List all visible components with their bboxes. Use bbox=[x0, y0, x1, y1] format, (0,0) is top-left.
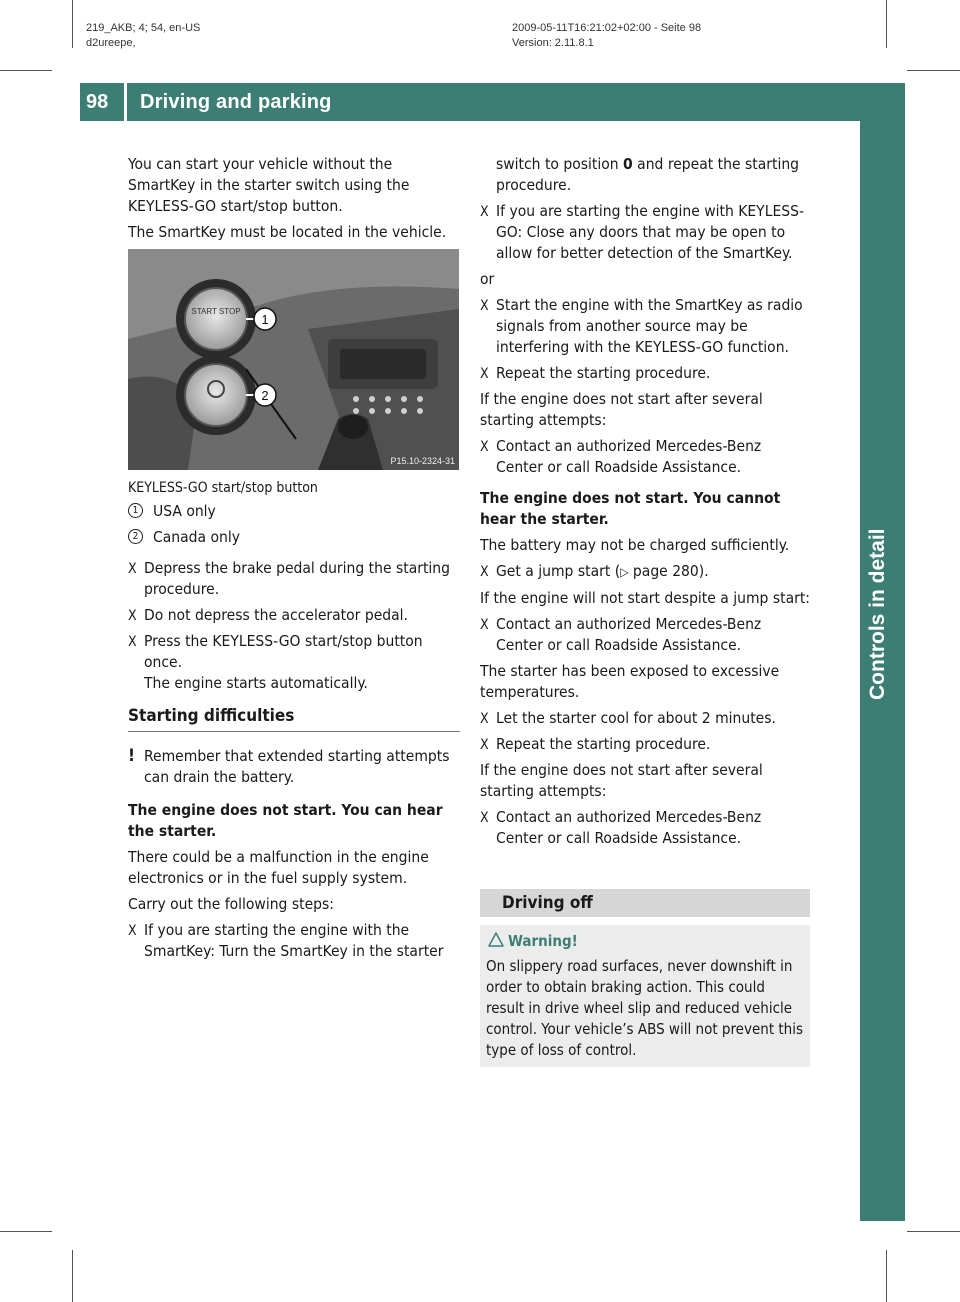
warning-box bbox=[480, 925, 810, 1067]
step-item: X Do not depress the accelerator pedal. bbox=[128, 605, 460, 626]
step-arrow-icon: X bbox=[480, 298, 489, 314]
page-reference-arrow-icon: ▷ bbox=[620, 565, 629, 579]
step-arrow-icon: X bbox=[480, 617, 489, 633]
step-item: X Contact an authorized Mercedes-Benz Center or call Roadside Assistance. bbox=[480, 615, 762, 654]
body-text: If the engine does not start after several starting attempts: bbox=[480, 761, 763, 800]
crop-mark bbox=[0, 1231, 52, 1232]
step-arrow-icon: X bbox=[128, 923, 137, 939]
side-tab-label: Controls in detail bbox=[866, 528, 889, 700]
crop-mark bbox=[886, 0, 887, 48]
legend-item: 1 USA only bbox=[128, 501, 460, 522]
step-item: X Repeat the starting procedure. bbox=[480, 363, 812, 384]
section-heading-driving-off: Driving off bbox=[480, 889, 810, 917]
body-text: There could be a malfunction in the engine electronics or in the fuel supply system. bbox=[128, 848, 429, 887]
intro-text: The SmartKey must be located in the vehicle. bbox=[128, 223, 447, 241]
section-heading: Starting difficulties bbox=[128, 706, 460, 732]
step-item: X Get a jump start (▷ page 280). bbox=[480, 561, 812, 583]
intro-text: You can start your vehicle without the SmartKey in the starter switch using the KEYLESS-GO start/stop button. bbox=[128, 155, 410, 215]
crop-mark bbox=[886, 1250, 887, 1302]
body-text: or bbox=[480, 270, 495, 288]
subheading: The engine does not start. You cannot hear the starter. bbox=[480, 489, 781, 528]
step-item: X Press the KEYLESS-GO start/stop button once. The engine starts automatically. bbox=[128, 632, 423, 692]
step-item: X Start the engine with the SmartKey as radio signals from another source may be interfering with the KEYLESS-GO function. bbox=[480, 296, 803, 356]
page-title: Driving and parking bbox=[140, 91, 332, 113]
callout-1-label: 1 bbox=[261, 312, 269, 327]
step-continuation: switch to position 0 and repeat the starting procedure. bbox=[496, 155, 800, 194]
step-item: X If you are starting the engine with the SmartKey: Turn the SmartKey in the starter bbox=[128, 921, 444, 960]
print-meta-left: 219_AKB; 4; 54, en-US d2ureepe, bbox=[86, 22, 201, 49]
step-item: X Let the starter cool for about 2 minutes. bbox=[480, 708, 812, 729]
body-text: The starter has been exposed to excessive temperatures. bbox=[480, 662, 780, 701]
body-text: If the engine does not start after several starting attempts: bbox=[480, 390, 763, 429]
step-arrow-icon: X bbox=[480, 366, 489, 382]
crop-mark bbox=[907, 70, 960, 71]
body-text: The battery may not be charged sufficiently. bbox=[480, 536, 790, 554]
step-item: X If you are starting the engine with KEYLESS-GO: Close any doors that may be open to allow for better detection of the SmartKey. bbox=[480, 202, 805, 262]
step-item: X Repeat the starting procedure. bbox=[480, 734, 812, 755]
crop-mark bbox=[72, 1250, 73, 1302]
header-separator bbox=[124, 83, 127, 121]
crop-mark bbox=[907, 1231, 960, 1232]
legend-item: 2 Canada only bbox=[128, 527, 460, 548]
step-arrow-icon: X bbox=[128, 561, 137, 577]
page-number: 98 bbox=[86, 91, 109, 113]
keyless-go-illustration bbox=[128, 249, 459, 470]
step-arrow-icon: X bbox=[480, 737, 489, 753]
legend-number: 1 bbox=[128, 503, 143, 518]
step-arrow-icon: X bbox=[480, 810, 489, 826]
step-arrow-icon: X bbox=[128, 634, 137, 650]
step-arrow-icon: X bbox=[128, 608, 137, 624]
crop-mark bbox=[0, 70, 52, 71]
crop-mark bbox=[72, 0, 73, 48]
step-arrow-icon: X bbox=[480, 711, 489, 727]
body-text: If the engine will not start despite a jump start: bbox=[480, 589, 811, 607]
photo-code: P15.10-2324-31 bbox=[390, 456, 455, 466]
warning-triangle-icon bbox=[488, 932, 504, 947]
photo-button-label: START STOP bbox=[191, 307, 241, 316]
step-arrow-icon: X bbox=[480, 564, 489, 580]
step-arrow-icon: X bbox=[480, 439, 489, 455]
column-right bbox=[480, 154, 812, 1067]
body-text: Carry out the following steps: bbox=[128, 895, 334, 913]
exclamation-icon: ! bbox=[128, 746, 135, 766]
callout-2-label: 2 bbox=[261, 388, 269, 403]
print-meta-right: 2009-05-11T16:21:02+02:00 - Seite 98 Version: 2.11.8.1 bbox=[512, 22, 702, 49]
keyless-go-photo bbox=[128, 249, 459, 470]
step-item: X Contact an authorized Mercedes-Benz Center or call Roadside Assistance. bbox=[480, 808, 762, 847]
column-left bbox=[128, 154, 460, 967]
page-reference-link[interactable]: page 280). bbox=[628, 562, 709, 580]
warning-text: On slippery road surfaces, never downshift in order to obtain braking action. This could result in drive wheel slip and reduced vehicle control. Your vehicle’s ABS will not prevent this type of loss of control. bbox=[486, 957, 804, 1059]
step-item: X Depress the brake pedal during the starting procedure. bbox=[128, 559, 450, 598]
subheading: The engine does not start. You can hear the starter. bbox=[128, 801, 443, 840]
step-item: X Contact an authorized Mercedes-Benz Center or call Roadside Assistance. bbox=[480, 437, 762, 476]
legend-number: 2 bbox=[128, 529, 143, 544]
notice-item: ! Remember that extended starting attempts can drain the battery. bbox=[128, 746, 450, 786]
photo-caption: KEYLESS-GO start/stop button bbox=[128, 480, 318, 496]
warning-heading: Warning! bbox=[486, 931, 804, 952]
step-arrow-icon: X bbox=[480, 204, 489, 220]
